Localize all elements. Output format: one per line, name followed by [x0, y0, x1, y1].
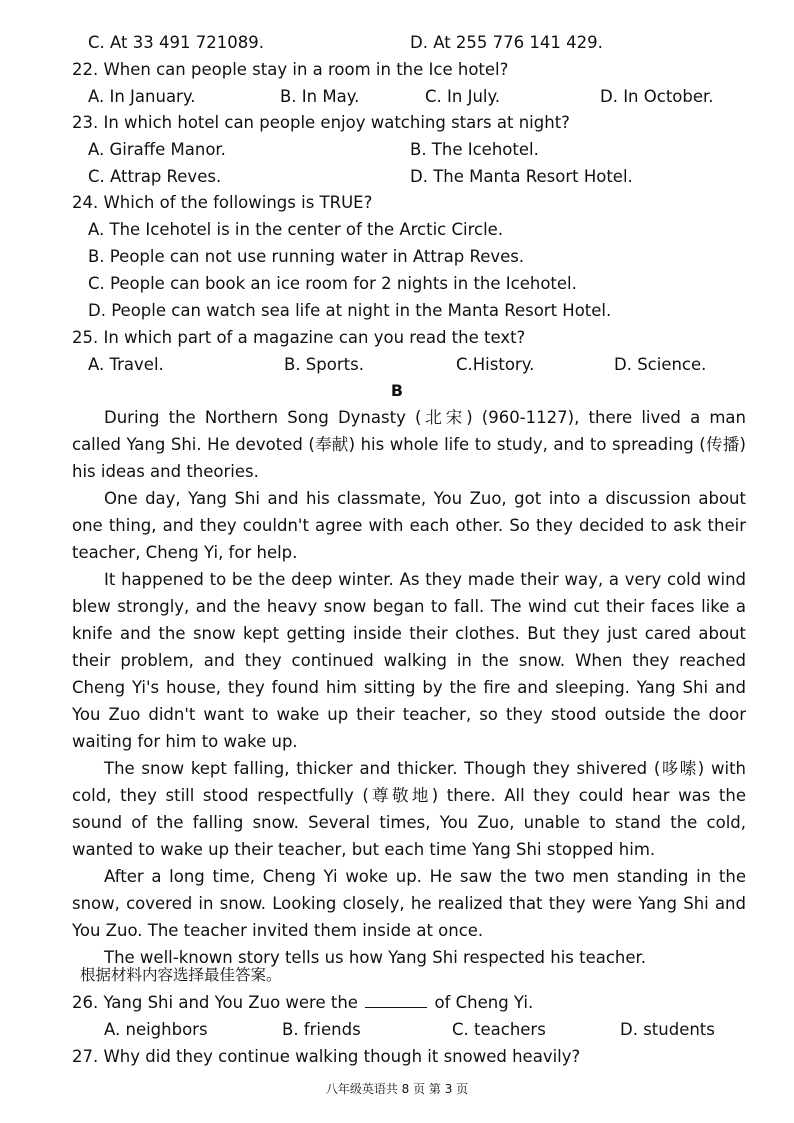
q26-option-c: C. teachers — [452, 1020, 546, 1039]
passage-paragraph-6: The well-known story tells us how Yang Shi respected his teacher. — [104, 948, 647, 967]
q25-stem: 25. In which part of a magazine can you read the text? — [72, 328, 526, 347]
q24-option-a: A. The Icehotel is in the center of the Arctic Circle. — [88, 220, 504, 239]
q23-option-b: B. The Icehotel. — [410, 140, 539, 159]
q23-stem: 23. In which hotel can people enjoy watching stars at night? — [72, 113, 570, 132]
q21-option-c: C. At 33 491 721089. — [88, 33, 264, 52]
q22-stem: 22. When can people stay in a room in the Ice hotel? — [72, 60, 509, 79]
passage-paragraph-5: After a long time, Cheng Yi woke up. He saw the two men standing in the snow, covered in snow. Looking closely, he realized that they were Yang Shi and You Zuo. The teacher invited them inside at once. — [72, 867, 746, 940]
passage-paragraph-2: One day, Yang Shi and his classmate, You Zuo, got into a discussion about one thing, and they couldn't agree with each other. So they decided to ask their teacher, Cheng Yi, for help. — [72, 489, 746, 562]
q25-option-c: C.History. — [456, 355, 535, 374]
q23-option-c: C. Attrap Reves. — [88, 167, 222, 186]
q26-option-d: D. students — [620, 1020, 715, 1039]
q25-option-a: A. Travel. — [88, 355, 164, 374]
q26-stem-after: of Cheng Yi. — [434, 993, 534, 1012]
reading-passage — [72, 404, 746, 971]
instruction-text: 根据材料内容选择最佳答案。 — [80, 966, 282, 984]
passage-paragraph-1: During the Northern Song Dynasty (北宋) (960-1127), there lived a man called Yang Shi. He devoted (奉献) his whole life to study, and to spreading (传播) his ideas and theories. — [72, 408, 746, 481]
q21-option-d: D. At 255 776 141 429. — [410, 33, 603, 52]
q26-stem — [72, 992, 533, 1014]
q23-option-d: D. The Manta Resort Hotel. — [410, 167, 633, 186]
passage-paragraph-4: The snow kept falling, thicker and thicker. Though they shivered (哆嗦) with cold, they still stood respectfully (尊敬地) there. All they could hear was the sound of the falling snow. Several times, You Zuo, unable to stand the cold, wanted to wake up their teacher, but each time Yang Shi stopped him. — [72, 759, 746, 859]
q22-option-a: A. In January. — [88, 87, 196, 106]
q26-option-a: A. neighbors — [104, 1020, 208, 1039]
q22-option-d: D. In October. — [600, 87, 714, 106]
q24-stem: 24. Which of the followings is TRUE? — [72, 193, 373, 212]
q25-option-d: D. Science. — [614, 355, 707, 374]
page-footer: 八年级英语共 8 页 第 3 页 — [325, 1082, 469, 1096]
q23-option-a: A. Giraffe Manor. — [88, 140, 226, 159]
q24-option-d: D. People can watch sea life at night in the Manta Resort Hotel. — [88, 301, 612, 320]
q24-option-c: C. People can book an ice room for 2 nights in the Icehotel. — [88, 274, 577, 293]
q27-stem: 27. Why did they continue walking though it snowed heavily? — [72, 1047, 581, 1066]
q24-option-b: B. People can not use running water in Attrap Reves. — [88, 247, 525, 266]
passage-paragraph-3: It happened to be the deep winter. As they made their way, a very cold wind blew strongly, and the heavy snow began to fall. The wind cut their faces like a knife and the snow kept getting inside their clothes. But they just cared about their problem, and they continued walking in the snow. When they reached Cheng Yi's house, they found him sitting by the fire and sleeping. Yang Shi and You Zuo didn't want to wake up their teacher, so they stood outside the door waiting for him to wake up. — [72, 570, 746, 751]
q22-option-b: B. In May. — [280, 87, 360, 106]
section-b-heading: B — [390, 381, 404, 400]
q26-answer-blank — [365, 993, 427, 1008]
q26-option-b: B. friends — [282, 1020, 361, 1039]
q22-option-c: C. In July. — [425, 87, 501, 106]
q25-option-b: B. Sports. — [284, 355, 364, 374]
q26-stem-before: 26. Yang Shi and You Zuo were the — [72, 993, 358, 1012]
